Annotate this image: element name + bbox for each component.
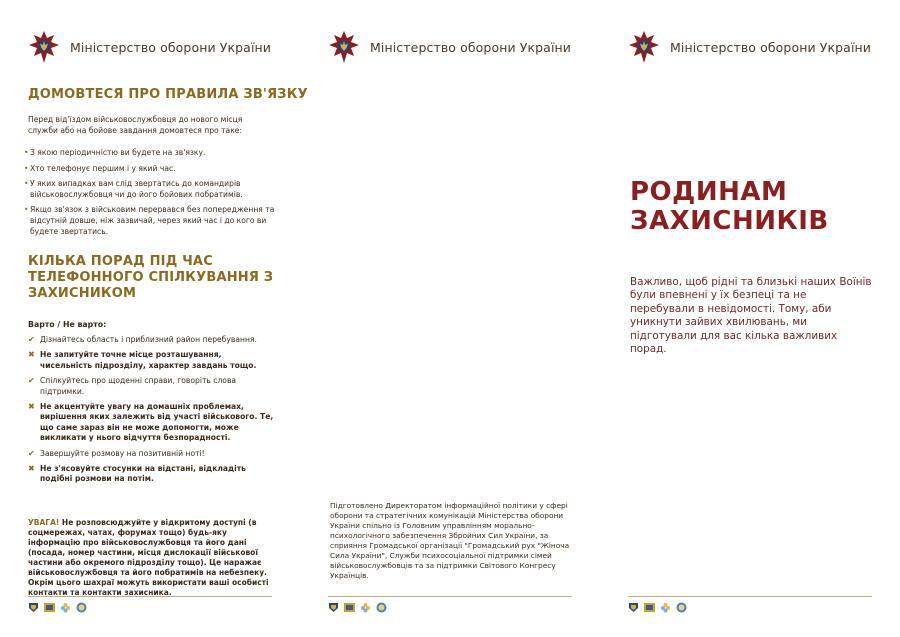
ministry-header bbox=[28, 30, 271, 64]
partner-logos bbox=[328, 602, 387, 613]
tips-list bbox=[28, 335, 274, 490]
list-item: • Якщо зв'язок з військовим перервався без попередження та відсутній довше, ніж зазвичай, через який час і до кого ви будете звертатись. bbox=[24, 205, 276, 237]
ministry-name: Міністерство оборони України bbox=[670, 39, 872, 55]
ministry-header bbox=[628, 30, 871, 64]
footer-divider bbox=[28, 596, 272, 597]
tip-text: Спілкуйтесь про щоденні справи, говоріть слова підтримки. bbox=[40, 376, 237, 396]
cross-icon: ✖ bbox=[28, 402, 35, 412]
partner-logos bbox=[628, 602, 687, 613]
cross-icon: ✖ bbox=[28, 464, 35, 474]
tip-item-dont bbox=[28, 402, 274, 444]
check-icon: ✔ bbox=[28, 335, 35, 344]
list-item: • З якою періодичністю ви будете на зв'язку. bbox=[24, 148, 276, 159]
partner-shield-icon bbox=[628, 602, 639, 613]
partner-logos bbox=[28, 602, 87, 613]
check-icon: ✔ bbox=[28, 448, 35, 458]
tip-text: Завершуйте розмову на позитивній ноті! bbox=[40, 448, 205, 458]
tip-text: Не акцентуйте увагу на домашніх проблемах, вирішення яких залежить від участі військового. Те, що саме зараз він не може допомогти, може викликати у нього відчуття безпорадності. bbox=[40, 402, 274, 443]
partner-globe-icon bbox=[676, 602, 687, 613]
tip-item-do bbox=[28, 376, 274, 397]
warning-text: Не розповсюджуйте у відкритому доступі (в соцмережах, чатах, форумах тощо) будь-яку інформацію про військовослужбовця та його дані (посада, номер частини, місця дислокації військової частини або окремого підрозділу тощо). Це наражає військовослужбовця та його побратимів на небезпеку. Окрім цього шахраї можуть використати ваші особисті контакти та контакти захисника. bbox=[28, 518, 269, 597]
partner-flower-icon bbox=[60, 602, 71, 613]
tip-text: Дізнайтесь область і приблизний район перебування. bbox=[40, 335, 257, 344]
warning-lead: УВАГА! bbox=[28, 518, 60, 527]
ministry-name: Міністерство оборони України bbox=[70, 39, 272, 55]
partner-globe-icon bbox=[76, 602, 87, 613]
ministry-name: Міністерство оборони України bbox=[370, 39, 572, 55]
ministry-emblem-icon bbox=[328, 30, 360, 64]
page-title bbox=[630, 178, 880, 236]
tip-item-dont bbox=[28, 464, 274, 485]
ministry-emblem-icon bbox=[628, 30, 660, 64]
footer-divider bbox=[628, 596, 872, 597]
warning-notice bbox=[28, 518, 274, 598]
partner-shield-icon bbox=[28, 602, 39, 613]
ministry-emblem-icon bbox=[28, 30, 60, 64]
tip-text: Не з'ясовуйте стосунки на відстані, відкладіть подібні розмови на потім. bbox=[40, 464, 246, 484]
partner-emblem-icon bbox=[44, 602, 55, 613]
credits-text: Підготовлено Директоратом інформаційної політики у сфері оборони та стратегічних комунікацій Міністерства оборони України спільно із Головним управлінням морально-психологічного забезпечення Збройних Сил України, за сприяння Громадської організації "Громадський рух "Жіноча Сила України", Служби психосоціальної підтримки сімей військовослужбовців та за підтримки Світового Конгресу Українців. bbox=[330, 501, 570, 580]
tip-item-do bbox=[28, 449, 274, 459]
partner-globe-icon bbox=[376, 602, 387, 613]
panel-middle bbox=[300, 0, 600, 637]
tip-item-dont bbox=[28, 350, 274, 371]
partner-flower-icon bbox=[660, 602, 671, 613]
tip-item-do bbox=[28, 335, 274, 345]
intro-paragraph: Важливо, щоб рідні та близькі наших Воїнів були впевнені у їх безпеці та не перебували в невідомості. Тому, аби уникнути зайвих хвилювань, ми підготували для вас кілька важливих порад. bbox=[630, 276, 872, 356]
check-icon: ✔ bbox=[28, 376, 35, 386]
panel-left bbox=[0, 0, 308, 637]
section-title-communication-rules: ДОМОВТЕСЯ ПРО ПРАВИЛА ЗВ'ЯЗКУ bbox=[28, 87, 308, 102]
title-line: РОДИНАМ bbox=[630, 177, 788, 207]
title-line: ЗАХИСНИКІВ bbox=[630, 206, 829, 236]
partner-emblem-icon bbox=[344, 602, 355, 613]
list-item: • У яких випадках вам слід звертатись до командирів військовослужбовця чи до його бойових побратимів. bbox=[24, 179, 276, 200]
section-title-phone-tips: КІЛЬКА ПОРАД ПІД ЧАС ТЕЛЕФОННОГО СПІЛКУВАННЯ З ЗАХИСНИКОМ bbox=[28, 254, 274, 301]
partner-emblem-icon bbox=[644, 602, 655, 613]
communication-rules-list bbox=[24, 148, 276, 242]
tip-text: Не запитуйте точне місце розташування, чисельність підрозділу, характер завдань тощо. bbox=[40, 350, 257, 370]
panel-right bbox=[600, 0, 900, 637]
partner-shield-icon bbox=[328, 602, 339, 613]
section-intro: Перед від'їздом військовослужбовця до нового місця служби або на бойове завдання домовтеся про таке: bbox=[28, 115, 243, 135]
list-item: • Хто телефонує першим і у який час. bbox=[24, 164, 276, 175]
ministry-header bbox=[328, 30, 571, 64]
cross-icon: ✖ bbox=[28, 350, 35, 360]
footer-divider bbox=[328, 596, 572, 597]
do-dont-subtitle: Варто / Не варто: bbox=[28, 320, 107, 329]
partner-flower-icon bbox=[360, 602, 371, 613]
